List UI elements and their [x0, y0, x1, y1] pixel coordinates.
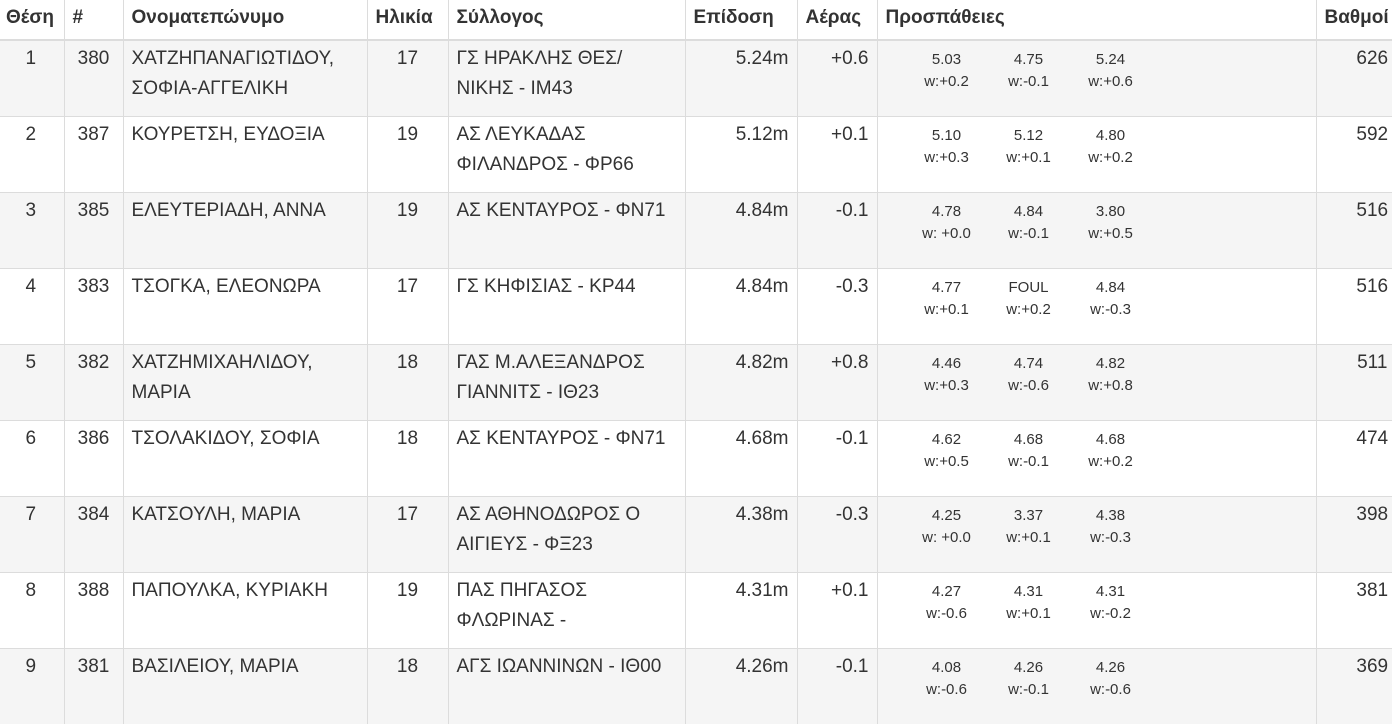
wind-cell: -0.3	[797, 496, 877, 572]
wind-cell: +0.6	[797, 40, 877, 116]
attempts-list	[886, 500, 1308, 549]
club-cell[interactable]: ΓΣ ΗΡΑΚΛΗΣ ΘΕΣ/ ΝΙΚΗΣ - ΙΜ43	[448, 40, 685, 116]
header-place[interactable]: Θέση	[0, 0, 64, 40]
club-cell[interactable]: ΠΑΣ ΠΗΓΑΣΟΣ ΦΛΩΡΙΝΑΣ -	[448, 572, 685, 648]
header-wind[interactable]: Αέρας	[797, 0, 877, 40]
attempt-mark: 4.31	[1095, 582, 1126, 600]
attempts-cell	[877, 40, 1316, 116]
attempt	[1070, 581, 1152, 625]
attempt-wind: w:-0.6	[926, 604, 967, 622]
attempt-wind: w:+0.8	[1088, 376, 1133, 394]
attempt-mark: 4.08	[931, 658, 962, 676]
place-cell: 3	[0, 192, 64, 268]
place-cell: 1	[0, 40, 64, 116]
attempts-list	[886, 196, 1308, 245]
place-cell: 4	[0, 268, 64, 344]
attempt-wind: w:-0.1	[1008, 452, 1049, 470]
attempt	[906, 49, 988, 93]
attempts-list	[886, 272, 1308, 321]
age-cell: 18	[367, 648, 448, 724]
mark-cell: 4.84m	[685, 268, 797, 344]
attempt	[906, 125, 988, 169]
attempt	[1070, 277, 1152, 321]
attempt	[906, 581, 988, 625]
bib-cell: 382	[64, 344, 123, 420]
attempt-mark: 4.78	[931, 202, 962, 220]
attempt-mark: 5.03	[931, 51, 962, 68]
attempts-list	[886, 348, 1308, 397]
age-cell: 19	[367, 192, 448, 268]
attempt-wind: w:-0.6	[1090, 680, 1131, 698]
athlete-name[interactable]: ΤΣΟΓΚΑ, ΕΛΕΟΝΩΡΑ	[123, 268, 367, 344]
wind-cell: +0.8	[797, 344, 877, 420]
points-cell: 398	[1316, 496, 1392, 572]
attempt	[988, 353, 1070, 397]
attempt-wind: w:+0.5	[924, 452, 969, 470]
athlete-name[interactable]: ΠΑΠΟΥΛΚΑ, ΚΥΡΙΑΚΗ	[123, 572, 367, 648]
attempt	[906, 505, 988, 549]
attempt-wind: w:+0.3	[924, 376, 969, 394]
attempt-wind: w:+0.1	[924, 300, 969, 318]
attempt-wind: w: +0.0	[922, 224, 971, 242]
age-cell: 18	[367, 420, 448, 496]
attempt	[906, 657, 988, 701]
results-body	[0, 40, 1392, 724]
header-name[interactable]: Ονοματεπώνυμο	[123, 0, 367, 40]
place-cell: 8	[0, 572, 64, 648]
attempts-list	[886, 120, 1308, 169]
attempts-cell	[877, 496, 1316, 572]
attempt-wind: w: +0.0	[922, 528, 971, 546]
table-row	[0, 496, 1392, 572]
attempt-wind: w:+0.3	[924, 148, 969, 166]
points-cell: 474	[1316, 420, 1392, 496]
attempt-mark: 4.46	[931, 354, 962, 372]
age-cell: 17	[367, 496, 448, 572]
mark-cell: 4.31m	[685, 572, 797, 648]
points-cell: 511	[1316, 344, 1392, 420]
table-row	[0, 344, 1392, 420]
header-bib[interactable]: #	[64, 0, 123, 40]
table-row	[0, 268, 1392, 344]
table-row	[0, 116, 1392, 192]
attempt-mark: 4.31	[1013, 582, 1044, 600]
attempt-mark: 4.62	[931, 430, 962, 448]
attempt-mark: 4.68	[1095, 430, 1126, 448]
mark-cell: 4.82m	[685, 344, 797, 420]
attempt-wind: w:+0.2	[1006, 300, 1051, 318]
place-cell: 9	[0, 648, 64, 724]
bib-cell: 387	[64, 116, 123, 192]
attempt	[1070, 125, 1152, 169]
place-cell: 5	[0, 344, 64, 420]
attempts-list	[886, 652, 1308, 701]
header-attempts: Προσπάθειες	[877, 0, 1316, 40]
table-row	[0, 648, 1392, 724]
athlete-name[interactable]: ΚΟΥΡΕΤΣΗ, ΕΥΔΟΞΙΑ	[123, 116, 367, 192]
mark-cell: 5.12m	[685, 116, 797, 192]
attempt	[988, 49, 1070, 93]
attempt-wind: w:+0.1	[1006, 528, 1051, 546]
attempt-mark: 4.26	[1013, 658, 1044, 676]
place-cell: 7	[0, 496, 64, 572]
wind-cell: -0.3	[797, 268, 877, 344]
age-cell: 17	[367, 40, 448, 116]
club-cell[interactable]: ΑΣ ΚΕΝΤΑΥΡΟΣ - ΦΝ71	[448, 420, 685, 496]
points-cell: 369	[1316, 648, 1392, 724]
attempt-wind: w:-0.1	[1008, 224, 1049, 242]
points-cell: 626	[1316, 40, 1392, 116]
attempt	[906, 201, 988, 245]
attempt	[988, 657, 1070, 701]
attempt-mark: 5.10	[931, 126, 962, 144]
attempts-cell	[877, 420, 1316, 496]
club-cell[interactable]: ΑΓΣ ΙΩΑΝΝΙΝΩΝ - ΙΘ00	[448, 648, 685, 724]
attempt-mark: 5.24	[1095, 51, 1126, 68]
attempt	[1070, 49, 1152, 93]
attempt-wind: w:+0.1	[1006, 148, 1051, 166]
attempt	[988, 277, 1070, 321]
attempt	[1070, 353, 1152, 397]
attempt-mark: 4.25	[931, 506, 962, 524]
attempt	[988, 429, 1070, 473]
age-cell: 18	[367, 344, 448, 420]
bib-cell: 388	[64, 572, 123, 648]
header-age[interactable]: Ηλικία	[367, 0, 448, 40]
attempts-cell	[877, 268, 1316, 344]
wind-cell: -0.1	[797, 648, 877, 724]
bib-cell: 380	[64, 40, 123, 116]
athlete-name[interactable]: ΕΛΕΥΤΕΡΙΑΔΗ, ΑΝΝΑ	[123, 192, 367, 268]
bib-cell: 381	[64, 648, 123, 724]
attempt-mark: 3.80	[1095, 202, 1126, 220]
attempt	[988, 581, 1070, 625]
points-cell: 381	[1316, 572, 1392, 648]
attempt-mark: 4.74	[1013, 354, 1044, 372]
attempt-mark: 4.75	[1013, 51, 1044, 68]
attempt-mark: 5.12	[1013, 126, 1044, 144]
attempt	[988, 201, 1070, 245]
bib-cell: 384	[64, 496, 123, 572]
header-club[interactable]: Σύλλογος	[448, 0, 685, 40]
attempt-wind: w:-0.3	[1090, 528, 1131, 546]
attempt	[1070, 657, 1152, 701]
attempt-mark: 4.26	[1095, 658, 1126, 676]
attempts-cell	[877, 116, 1316, 192]
table-row	[0, 40, 1392, 116]
table-row	[0, 572, 1392, 648]
attempt-wind: w:-0.6	[926, 680, 967, 698]
attempt	[906, 277, 988, 321]
attempts-list	[886, 576, 1308, 625]
attempt	[1070, 505, 1152, 549]
bib-cell: 383	[64, 268, 123, 344]
attempt	[906, 429, 988, 473]
attempt-wind: w:-0.2	[1090, 604, 1131, 622]
attempt	[906, 353, 988, 397]
attempt	[1070, 429, 1152, 473]
club-cell[interactable]: ΓΣ ΚΗΦΙΣΙΑΣ - ΚΡ44	[448, 268, 685, 344]
bib-cell: 385	[64, 192, 123, 268]
header-mark[interactable]: Επίδοση	[685, 0, 797, 40]
attempt-wind: w:+0.2	[1088, 148, 1133, 166]
header-row	[0, 0, 1392, 40]
age-cell: 19	[367, 116, 448, 192]
club-cell[interactable]: ΑΣ ΚΕΝΤΑΥΡΟΣ - ΦΝ71	[448, 192, 685, 268]
attempts-cell	[877, 344, 1316, 420]
attempt-wind: w:-0.6	[1008, 376, 1049, 394]
attempt-wind: w:+0.2	[1088, 452, 1133, 470]
wind-cell: +0.1	[797, 572, 877, 648]
attempt-wind: w:+0.1	[1006, 604, 1051, 622]
attempts-list	[886, 424, 1308, 473]
mark-cell: 4.38m	[685, 496, 797, 572]
attempts-cell	[877, 572, 1316, 648]
place-cell: 2	[0, 116, 64, 192]
points-cell: 516	[1316, 192, 1392, 268]
attempt-mark: 4.27	[931, 582, 962, 600]
table-row	[0, 420, 1392, 496]
points-cell: 592	[1316, 116, 1392, 192]
attempt-mark: 4.82	[1095, 354, 1126, 372]
mark-cell: 5.24m	[685, 40, 797, 116]
attempt-mark: FOUL	[1008, 278, 1049, 296]
attempt-wind: w:+0.2	[924, 73, 969, 90]
attempt-mark: 4.77	[931, 278, 962, 296]
athlete-name[interactable]: ΧΑΤΖΗΠΑΝΑΓΙΩΤΙΔΟΥ, ΣΟΦΙΑ-ΑΓΓΕΛΙΚΗ	[123, 40, 367, 116]
club-cell[interactable]: ΓΑΣ Μ.ΑΛΕΞΑΝΔΡΟΣ ΓΙΑΝΝΙΤΣ - ΙΘ23	[448, 344, 685, 420]
attempt-mark: 4.84	[1095, 278, 1126, 296]
attempt	[1070, 201, 1152, 245]
points-cell: 516	[1316, 268, 1392, 344]
mark-cell: 4.68m	[685, 420, 797, 496]
attempt-mark: 4.38	[1095, 506, 1126, 524]
attempt	[988, 125, 1070, 169]
athlete-name[interactable]: ΧΑΤΖΗΜΙΧΑΗΛΙΔΟΥ, ΜΑΡΙΑ	[123, 344, 367, 420]
attempt-mark: 4.84	[1013, 202, 1044, 220]
attempt-wind: w:+0.6	[1088, 73, 1133, 90]
club-cell[interactable]: ΑΣ ΛΕΥΚΑΔΑΣ ΦΙΛΑΝΔΡΟΣ - ΦΡ66	[448, 116, 685, 192]
attempts-cell	[877, 192, 1316, 268]
attempt-wind: w:-0.3	[1090, 300, 1131, 318]
table-row	[0, 192, 1392, 268]
place-cell: 6	[0, 420, 64, 496]
attempt-wind: w:-0.1	[1008, 680, 1049, 698]
bib-cell: 386	[64, 420, 123, 496]
wind-cell: -0.1	[797, 192, 877, 268]
athlete-name[interactable]: ΤΣΟΛΑΚΙΔΟΥ, ΣΟΦΙΑ	[123, 420, 367, 496]
age-cell: 17	[367, 268, 448, 344]
wind-cell: +0.1	[797, 116, 877, 192]
attempt-mark: 4.80	[1095, 126, 1126, 144]
mark-cell: 4.26m	[685, 648, 797, 724]
attempt-mark: 4.68	[1013, 430, 1044, 448]
attempt-wind: w:+0.5	[1088, 224, 1133, 242]
age-cell: 19	[367, 572, 448, 648]
athlete-name[interactable]: ΒΑΣΙΛΕΙΟΥ, ΜΑΡΙΑ	[123, 648, 367, 724]
athlete-name[interactable]: ΚΑΤΣΟΥΛΗ, ΜΑΡΙΑ	[123, 496, 367, 572]
attempt	[988, 505, 1070, 549]
mark-cell: 4.84m	[685, 192, 797, 268]
attempt-wind: w:-0.1	[1008, 73, 1049, 90]
attempts-cell	[877, 648, 1316, 724]
wind-cell: -0.1	[797, 420, 877, 496]
attempt-mark: 3.37	[1013, 506, 1044, 524]
club-cell[interactable]: ΑΣ ΑΘΗΝΟΔΩΡΟΣ Ο ΑΙΓΙΕΥΣ - ΦΞ23	[448, 496, 685, 572]
attempts-list	[886, 44, 1308, 93]
header-points[interactable]: Βαθμοί	[1316, 0, 1392, 40]
